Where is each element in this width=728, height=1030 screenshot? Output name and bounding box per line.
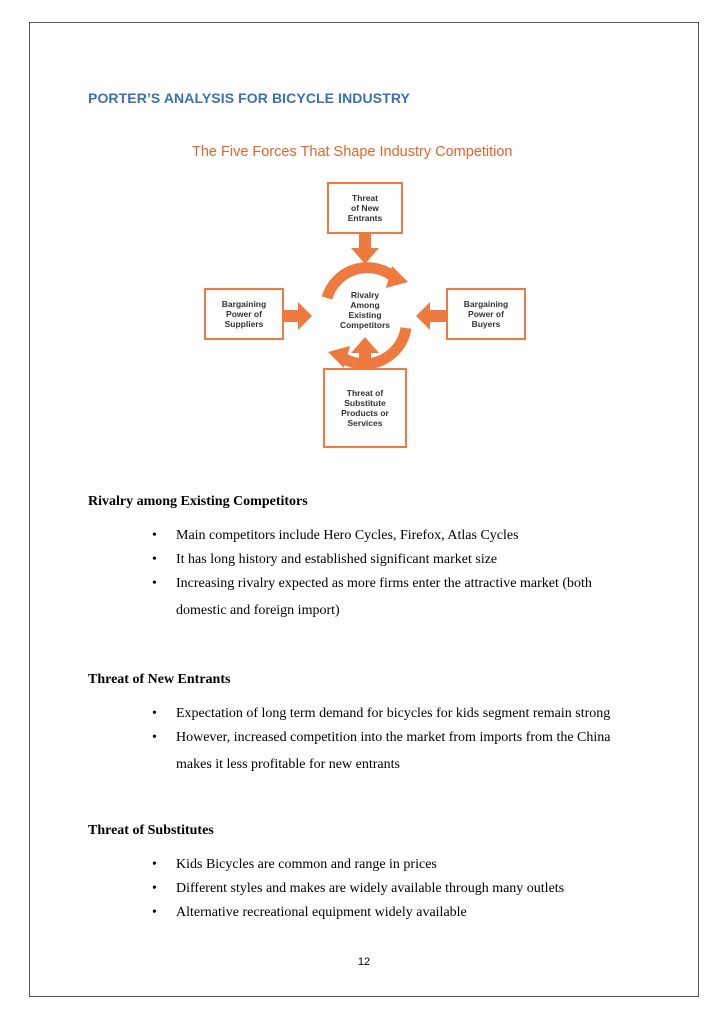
- five-forces-diagram: [170, 138, 560, 456]
- arrowhead-top: [351, 248, 379, 264]
- bullet-list: [88, 706, 688, 773]
- bullet-icon: •: [152, 552, 157, 567]
- list-item: • It has long history and established significant market size: [152, 552, 498, 567]
- section-rivalry: [88, 494, 688, 619]
- force-buyer-power: Bargaining Power of Buyers: [446, 288, 526, 340]
- list-item: • Different styles and makes are widely available through many outlets: [152, 881, 565, 896]
- bullet-list: [88, 528, 688, 619]
- bullet-icon: •: [152, 576, 157, 591]
- list-item: • Kids Bicycles are common and range in prices: [152, 857, 437, 872]
- document-title: PORTER’S ANALYSIS FOR BICYCLE INDUSTRY: [88, 90, 410, 106]
- list-item: • Expectation of long term demand for bicycles for kids segment remain strong: [152, 706, 611, 721]
- diagram-title: The Five Forces That Shape Industry Competition: [192, 144, 513, 160]
- page-number: 12: [357, 956, 371, 968]
- list-item: • However, increased competition into the market from imports from the China makes it less profitable for new entrants: [152, 730, 611, 772]
- force-new-entrants: Threat of New Entrants: [327, 182, 403, 234]
- list-item: • Increasing rivalry expected as more firms enter the attractive market (both domestic and foreign import): [152, 576, 592, 618]
- force-supplier-power: Bargaining Power of Suppliers: [204, 288, 284, 340]
- arrow-top: [359, 233, 371, 249]
- section-heading: Threat of Substitutes: [88, 823, 214, 838]
- section-new-entrants: [88, 672, 688, 773]
- bullet-icon: •: [152, 706, 157, 721]
- arrow-right: [428, 310, 446, 322]
- bullet-icon: •: [152, 730, 157, 745]
- force-rivalry: Rivalry Among Existing Competitors: [339, 290, 391, 330]
- arrowhead-left: [298, 302, 312, 330]
- section-substitutes: [88, 823, 688, 921]
- section-heading: Threat of New Entrants: [88, 672, 231, 687]
- list-item: • Main competitors include Hero Cycles, Firefox, Atlas Cycles: [152, 528, 519, 543]
- bullet-icon: •: [152, 528, 157, 543]
- arrowhead-right: [416, 302, 430, 330]
- arrow-left: [282, 310, 300, 322]
- force-substitutes: Threat of Substitute Products or Services: [323, 368, 407, 448]
- section-heading: Rivalry among Existing Competitors: [88, 494, 308, 509]
- bullet-icon: •: [152, 881, 157, 896]
- bullet-icon: •: [152, 905, 157, 920]
- bullet-list: [88, 857, 688, 921]
- list-item: • Alternative recreational equipment widely available: [152, 905, 467, 920]
- bullet-icon: •: [152, 857, 157, 872]
